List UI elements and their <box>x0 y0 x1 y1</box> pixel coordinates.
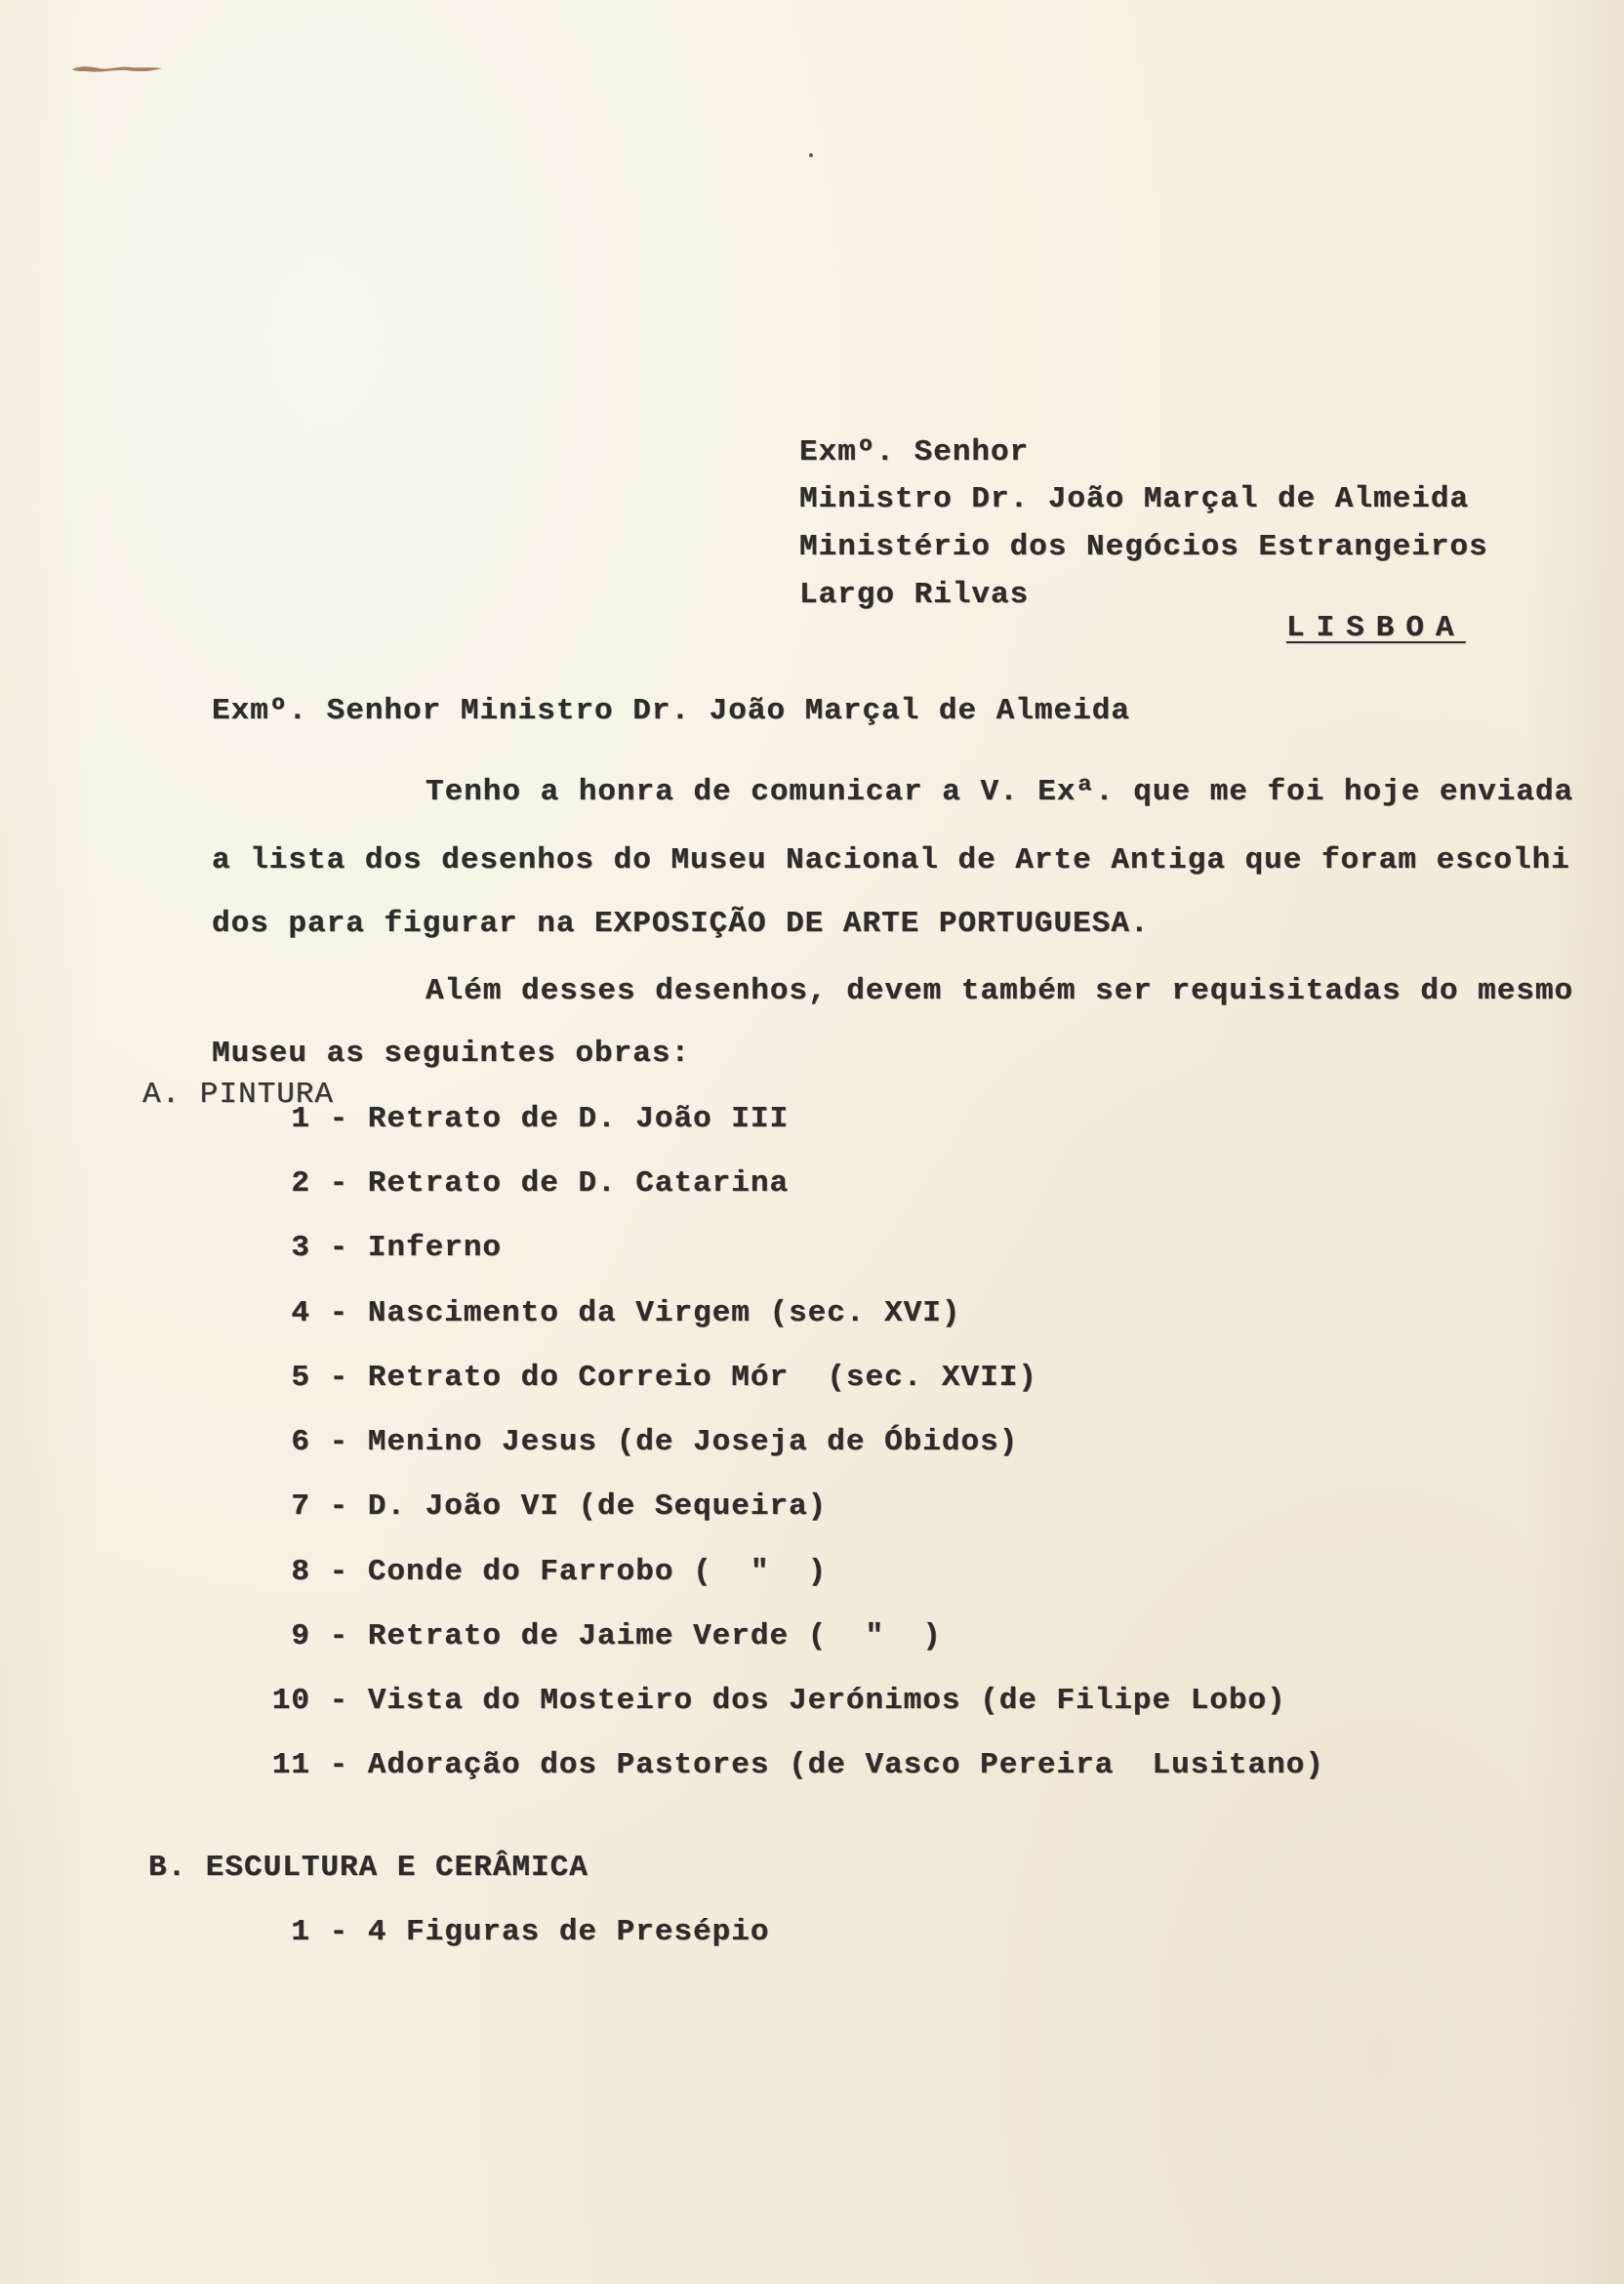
recipient-salutation: Exmº. Senhor <box>799 435 1030 469</box>
list-item-text: - Conde do Farrobo ( " ) <box>329 1555 828 1589</box>
list-item-number: 2 <box>291 1166 310 1201</box>
list-item <box>234 1557 827 1587</box>
recipient-street: Largo Rilvas <box>799 578 1030 612</box>
list-item-text: - D. João VI (de Sequeira) <box>329 1489 828 1524</box>
body-paragraph-2-line-1: Além desses desenhos, devem também ser requisitadas do mesmo <box>426 974 1574 1008</box>
section-b-heading: B. ESCULTURA E CERÂMICA <box>148 1851 589 1885</box>
list-item-number: 8 <box>291 1555 310 1589</box>
list-item-text: - Retrato de D. Catarina <box>329 1166 790 1201</box>
list-item-text: - Adoração dos Pastores (de Vasco Pereira Lusitano) <box>329 1748 1324 1782</box>
list-item-text: - Inferno <box>329 1231 503 1265</box>
list-item <box>234 1427 1018 1457</box>
list-item-text: - Retrato de Jaime Verde ( " ) <box>329 1619 942 1653</box>
body-paragraph-1-line-1: Tenho a honra de comunicar a V. Exª. que me foi hoje enviada <box>426 775 1574 809</box>
ink-speck <box>809 153 813 157</box>
body-paragraph-1-line-3: dos para figurar na EXPOSIÇÃO DE ARTE PORTUGUESA. <box>212 907 1150 941</box>
list-item-text: - Retrato do Correio Mór (sec. XVII) <box>329 1361 1037 1395</box>
list-item-text: - Retrato de D. João III <box>329 1102 790 1136</box>
list-item-number: 1 <box>291 1102 310 1136</box>
list-item-number: 5 <box>291 1361 310 1395</box>
list-item-text: - Menino Jesus (de Joseja de Óbidos) <box>329 1425 1019 1459</box>
list-item-number: 10 <box>271 1684 310 1718</box>
greeting-line: Exmº. Senhor Ministro Dr. João Marçal de Almeida <box>212 694 1130 728</box>
list-item-number: 4 <box>291 1296 310 1330</box>
list-item-number: 11 <box>271 1748 310 1782</box>
list-item-number: 1 <box>291 1915 310 1949</box>
list-item <box>234 1750 1324 1780</box>
rust-stain-mark <box>70 62 164 74</box>
list-item-text: - Nascimento da Virgem (sec. XVI) <box>329 1296 961 1330</box>
body-paragraph-2-line-2: Museu as seguintes obras: <box>212 1037 691 1071</box>
list-item-number: 9 <box>291 1619 310 1653</box>
body-paragraph-1-line-2: a lista dos desenhos do Museu Nacional de Arte Antiga que foram escolhi <box>212 843 1570 877</box>
list-item <box>234 1686 1286 1716</box>
list-item <box>234 1298 961 1328</box>
list-item-number: 6 <box>291 1425 310 1459</box>
list-item <box>234 1621 942 1652</box>
recipient-name: Ministro Dr. João Marçal de Almeida <box>799 482 1470 516</box>
list-item-number: 7 <box>291 1489 310 1524</box>
recipient-ministry: Ministério dos Negócios Estrangeiros <box>799 530 1488 564</box>
list-item <box>234 1104 789 1134</box>
list-item <box>234 1233 502 1263</box>
recipient-city: LISBOA <box>1286 611 1466 645</box>
section-a-heading: A. PINTURA <box>142 1078 335 1112</box>
list-item-text: - 4 Figuras de Presépio <box>329 1915 770 1949</box>
list-item-number: 3 <box>291 1231 310 1265</box>
list-item <box>234 1363 1037 1393</box>
list-item <box>234 1917 769 1947</box>
list-item <box>234 1491 827 1522</box>
list-item <box>234 1168 789 1199</box>
list-item-text: - Vista do Mosteiro dos Jerónimos (de Filipe Lobo) <box>329 1684 1286 1718</box>
